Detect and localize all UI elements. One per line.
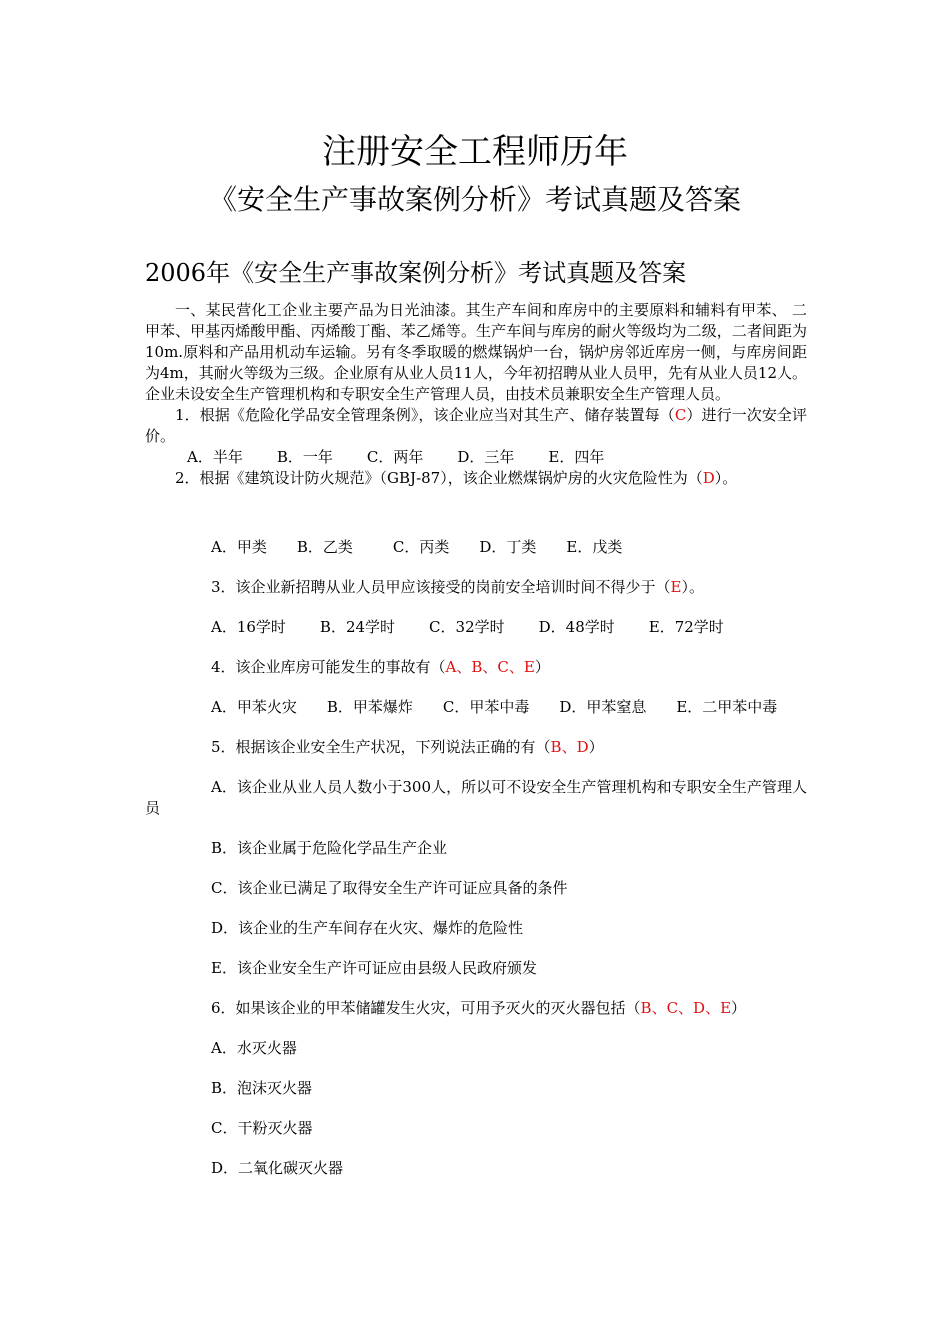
- document-title: 注册安全工程师历年: [322, 132, 628, 172]
- option: E．72学时: [648, 618, 724, 636]
- question-1-options: [145, 447, 807, 468]
- option: D．48学时: [538, 618, 615, 636]
- option: D．三年: [457, 448, 515, 466]
- question-2-options: [145, 537, 807, 558]
- section-heading: 2006年《安全生产事故案例分析》考试真题及答案: [145, 259, 687, 287]
- question-6-option-a: A．水灭火器: [211, 1039, 297, 1057]
- question-5-option-a: A．该企业从业人员人数小于300人，所以可不设安全生产管理机构和专职安全生产管理人员: [145, 778, 807, 817]
- question-5: 5．根据该企业安全生产状况，下列说法正确的有（B、D）: [211, 738, 604, 756]
- option: C．丙类: [392, 538, 450, 556]
- answer-q6: B、C、D、E: [640, 999, 732, 1017]
- option: D．丁类: [479, 538, 537, 556]
- question-6-option-c: C．干粉灭火器: [211, 1119, 313, 1137]
- question-5-option-d: D．该企业的生产车间存在火灾、爆炸的危险性: [211, 919, 524, 937]
- option: C．两年: [366, 448, 424, 466]
- question-1: 1．根据《危险化学品安全管理条例》，该企业应当对其生产、储存装置每（C）进行一次安全评价。: [145, 406, 807, 445]
- answer-q3: E: [670, 578, 682, 596]
- document-subtitle: 《安全生产事故案例分析》考试真题及答案: [208, 183, 741, 216]
- option: B．24学时: [319, 618, 396, 636]
- question-2: 2．根据《建筑设计防火规范》（GBJ-87），该企业燃煤锅炉房的火灾危险性为（D）。: [175, 469, 738, 487]
- option: B．一年: [276, 448, 333, 466]
- question-6-option-b: B．泡沫灭火器: [211, 1079, 313, 1097]
- option: C．32学时: [429, 618, 505, 636]
- case-block: [145, 300, 807, 489]
- answer-q1: C: [674, 406, 687, 424]
- question-3: 3．该企业新招聘从业人员甲应该接受的岗前安全培训时间不得少于（E）。: [211, 578, 705, 596]
- case-intro: 一、某民营化工企业主要产品为日光油漆。其生产车间和库房中的主要原料和辅料有甲苯、 二甲苯、甲基丙烯酸甲酯、丙烯酸丁酯、苯乙烯等。生产车间与库房的耐火等级均为二级，二者间距为10m.原料和产品用机动车运输。另有冬季取暖的燃煤锅炉一台，锅炉房邻近库房一侧，与库房间距为4m，其耐火等级为三级。企业原有从业人员11人，今年初招聘从业人员甲，先有从业人员12人。企业未设安全生产管理机构和专职安全生产管理人员，由技术员兼职安全生产管理人员。: [145, 301, 807, 403]
- option: B．乙类: [296, 538, 353, 556]
- option: A．半年: [187, 448, 243, 466]
- answer-q5: B、D: [550, 738, 589, 756]
- question-5-option-e: E．该企业安全生产许可证应由县级人民政府颁发: [211, 959, 537, 977]
- option: A．甲类: [211, 538, 267, 556]
- answer-q4: A、B、C、E: [445, 658, 535, 676]
- question-3-options: [145, 617, 807, 638]
- option: E．戊类: [566, 538, 623, 556]
- question-4: 4．该企业库房可能发生的事故有（A、B、C、E）: [211, 658, 550, 676]
- answer-q2: D: [702, 469, 715, 487]
- question-5-option-c: C．该企业已满足了取得安全生产许可证应具备的条件: [211, 879, 568, 897]
- question-5-option-b: B．该企业属于危险化学品生产企业: [211, 839, 448, 857]
- option: A．16学时: [211, 618, 286, 636]
- question-6: 6．如果该企业的甲苯储罐发生火灾，可用予灭火的灭火器包括（B、C、D、E）: [211, 999, 747, 1017]
- question-6-option-d: D．二氧化碳灭火器: [211, 1159, 344, 1177]
- question-4-options: A．甲苯火灾 B．甲苯爆炸 C．甲苯中毒 D．甲苯窒息 E．二甲苯中毒: [211, 698, 778, 716]
- questions-block: [145, 537, 807, 1198]
- option: E．四年: [548, 448, 605, 466]
